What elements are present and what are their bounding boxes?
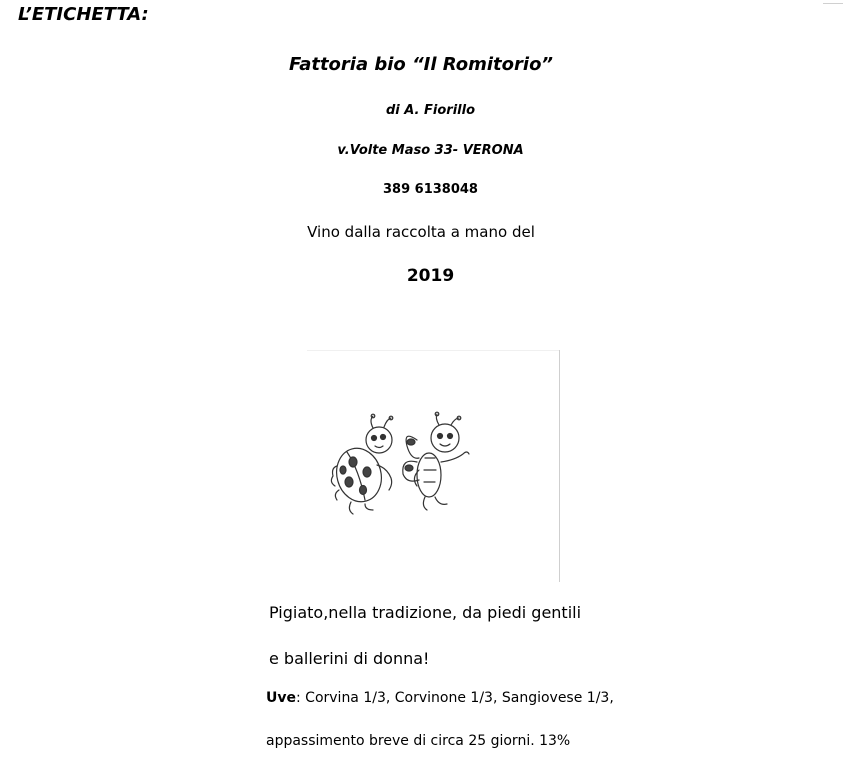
grapes-text: : Corvina 1/3, Corvinone 1/3, Sangiovese 1/3,	[296, 690, 614, 706]
label-heading: L’ETICHETTA:	[18, 4, 149, 25]
process-line: appassimento breve di circa 25 giorni. 13%	[266, 733, 571, 749]
tagline-line-2: e ballerini di donna!	[269, 649, 430, 668]
ladybugs-icon	[307, 350, 560, 582]
owner-name: di A. Fiorillo	[385, 103, 476, 118]
page-corner-mark	[823, 0, 843, 4]
farm-address: v.Volte Maso 33- VERONA	[337, 143, 524, 158]
farm-name: Fattoria bio “Il Romitorio”	[288, 54, 554, 75]
grapes-line	[266, 690, 614, 706]
phone-number: 389 6138048	[383, 182, 478, 197]
ladybugs-illustration	[307, 350, 560, 582]
grapes-label: Uve	[266, 690, 296, 706]
vintage-year: 2019	[406, 266, 455, 286]
vintage-line: Vino dalla raccolta a mano del	[307, 223, 535, 241]
tagline-line-1: Pigiato,nella tradizione, da piedi gentili	[269, 603, 582, 622]
